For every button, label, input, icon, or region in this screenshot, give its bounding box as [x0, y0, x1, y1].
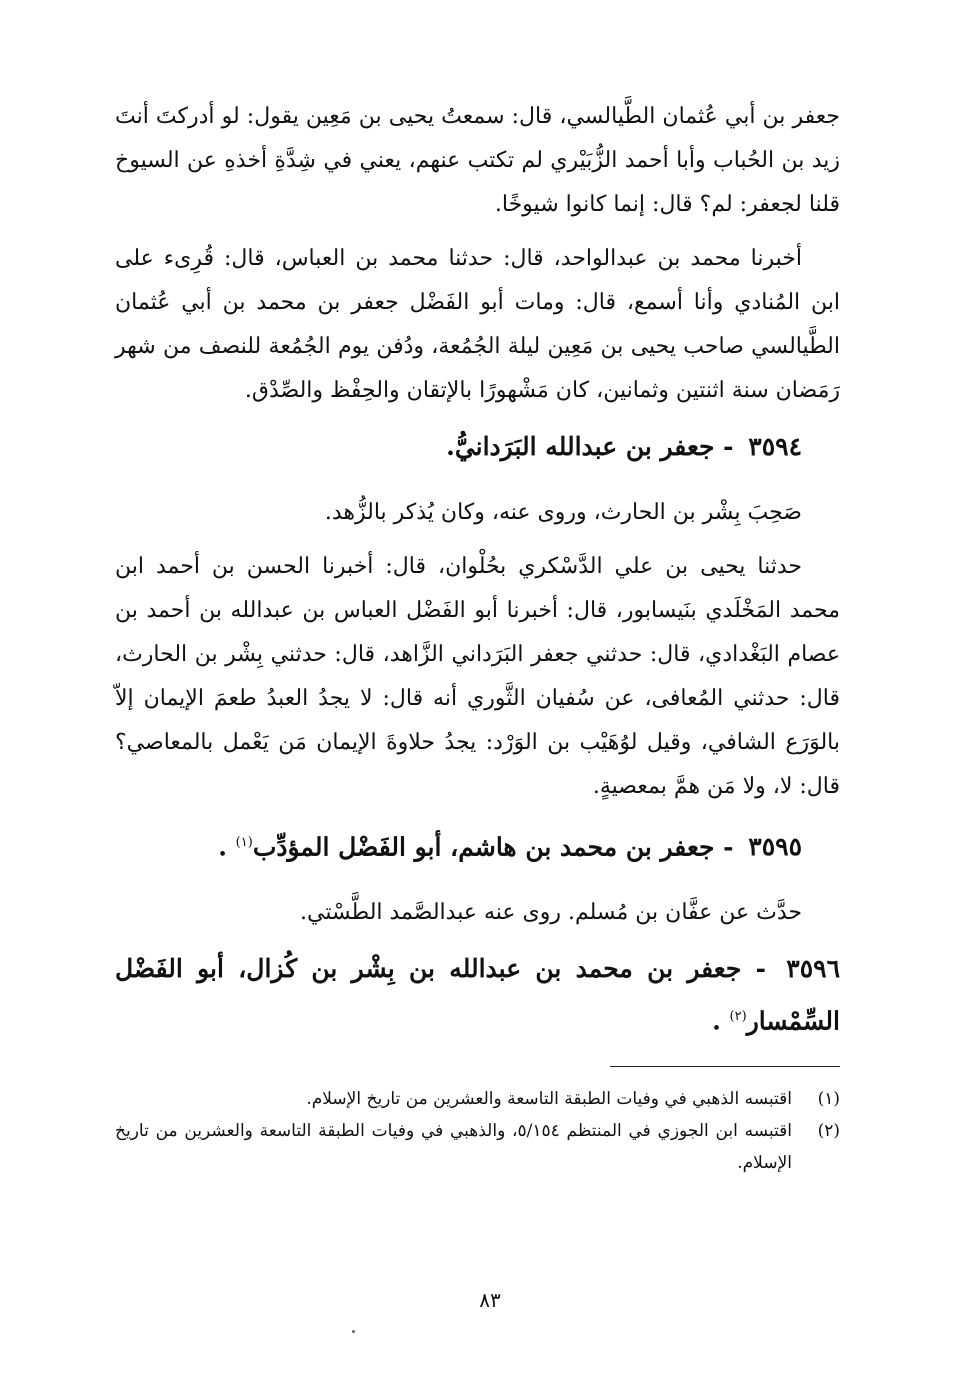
- scan-speck: [352, 1330, 355, 1333]
- paragraph-3594-1: صَحِبَ بِشْر بن الحارث، وروى عنه، وكان يُذكر بالزُّهد.: [324, 500, 802, 525]
- entry-title: - جعفر بن محمد بن هاشم، أبو الفَضْل المؤدِّب: [252, 832, 734, 862]
- paragraph-3595-1: حدَّث عن عفَّان بن مُسلم. روى عنه عبدالصَّمد الطَّسْتي.: [300, 900, 802, 926]
- entry-heading-3594: [115, 423, 840, 471]
- footnote-ref: (٢): [729, 1009, 747, 1025]
- footnote-separator: [610, 1066, 840, 1067]
- page-number: ٨٣: [479, 1288, 501, 1312]
- entry-number: ٣٥٩٤: [748, 432, 802, 461]
- footnote-1: [115, 1083, 840, 1115]
- footnote-number: (١): [817, 1088, 840, 1109]
- page-body: [115, 95, 840, 1179]
- entry-end: .: [218, 832, 227, 862]
- paragraph-top-1: جعفر بن أبي عُثمان الطَّيالسي، قال: سمعتُ يحيى بن مَعِين يقول: لو أدركتَ أنتَ زيد بن الحُباب وأبا أحمد الزُّبَيْري لم تكتب عنهم، يعني في شِدَّةِ أخذهِ عن السيوخ قلنا لجعفر: لم؟ قال: إنما كانوا شيوخًا.: [115, 104, 840, 217]
- entry-heading-3595: [115, 819, 840, 871]
- footnote-text: اقتبسه ابن الجوزي في المنتظم ٥/١٥٤، والذهبي في وفيات الطبقة التاسعة والعشرين من تاريخ الإسلام.: [115, 1120, 792, 1173]
- footnotes: [115, 1083, 840, 1179]
- footnote-2: [115, 1115, 840, 1179]
- entry-number: ٣٥٩٥: [748, 832, 802, 862]
- footnote-number: (٢): [817, 1120, 840, 1141]
- entry-heading-3596: [115, 945, 840, 1045]
- entry-end: .: [712, 1006, 721, 1036]
- entry-title: - جعفر بن محمد بن عبدالله بن بِشْر بن كُزال، أبو الفَضْل السِّمْسار: [115, 954, 840, 1036]
- footnote-ref: (١): [235, 835, 253, 850]
- footnote-text: اقتبسه الذهبي في وفيات الطبقة التاسعة والعشرين من تاريخ الإسلام.: [306, 1088, 792, 1109]
- entry-number: ٣٥٩٦: [786, 954, 840, 984]
- paragraph-3594-2: حدثنا يحيى بن علي الدَّسْكري بحُلْوان، قال: أخبرنا الحسن بن أحمد ابن محمد المَخْلَدي بنَيسابور، قال: أخبرنا أبو الفَضْل العباس بن عبدالله بن أحمد بن عصام البَغْدادي، قال: حدثني جعفر البَرَداني الزَّاهد، قال: حدثني بِشْر بن الحارث، قال: حدثني المُعافى، عن سُفيان الثَّوري أنه قال: لا يجدُ العبدُ طعمَ الإيمان إلاّ بالوَرَع الشافي، وقيل لوُهَيْب بن الوَرْد: يجدُ حلاوةَ الإيمان مَن يَعْمل بالمعاصي؟ قال: لا، ولا مَن همَّ بمعصيةٍ.: [115, 554, 840, 799]
- paragraph-top-2: أخبرنا محمد بن عبدالواحد، قال: حدثنا محمد بن العباس، قال: قُرِىء على ابن المُنادي وأنا أسمع، قال: ومات أبو الفَضْل جعفر بن محمد بن أبي عُثمان الطَّيالسي صاحب يحيى بن مَعِين ليلة الجُمُعة، ودُفن يوم الجُمُعة للنصف من شهر رَمَضان سنة اثنتين وثمانين، كان مَشْهورًا بالإتقان والحِفْظ والصِّدْق.: [115, 246, 840, 403]
- entry-title: - جعفر بن عبدالله البَرَدانيُّ.: [446, 432, 734, 461]
